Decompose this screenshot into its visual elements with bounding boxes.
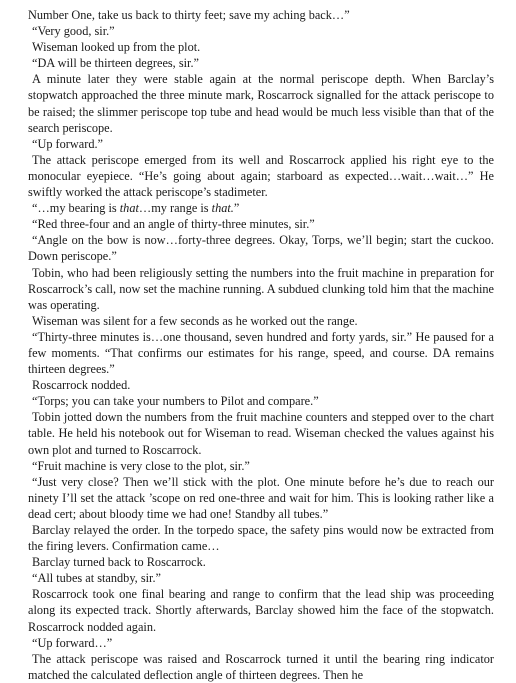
paragraph: “All tubes at standby, sir.” <box>32 571 161 586</box>
paragraph: “Very good, sir.” <box>32 24 115 39</box>
paragraph: The attack periscope was raised and Roscarrock turned it until the bearing ring indicator matched the calculated deflection angle of thirteen degrees. Then he <box>28 651 494 682</box>
paragraph: Roscarrock took one final bearing and range to confirm that the lead ship was proceeding along its expected track. Shortly afterwards, Barclay showed him the face of the stopwatch. Roscarrock nodded again. <box>28 587 494 634</box>
text-run: …my range is <box>138 201 212 216</box>
text-run: “…my bearing is <box>32 201 120 216</box>
paragraph: “Up forward…” <box>32 635 113 650</box>
paragraph: Tobin jotted down the numbers from the fruit machine counters and stepped over to the chart table. He held his notebook out for Wiseman to read. Wiseman checked the values against his own plot and turned to Roscarrock. <box>28 410 494 457</box>
emphasis-text: that <box>119 201 139 216</box>
paragraph: Number One, take us back to thirty feet; save my aching back…” <box>28 8 350 22</box>
emphasis-text: that. <box>211 201 234 216</box>
paragraph: A minute later they were stable again at the normal periscope depth. When Barclay’s stopwatch approached the three minute mark, Roscarrock signalled for the attack periscope to be raised; the slimmer periscope top tube and head would be much less visible than that of the search periscope. <box>28 72 494 135</box>
paragraph: “Angle on the bow is now…forty-three degrees. Okay, Torps, we’ll begin; start the cuckoo. Down periscope.” <box>28 233 494 264</box>
paragraph: Wiseman was silent for a few seconds as he worked out the range. <box>32 313 358 328</box>
paragraph: Barclay relayed the order. In the torpedo space, the safety pins would now be extracted from the firing levers. Confirmation came… <box>28 523 494 554</box>
paragraph: “Thirty-three minutes is…one thousand, seven hundred and forty yards, sir.” He paused for a few moments. “That confirms our estimates for his range, speed, and course. DA remains thirteen degrees.” <box>28 329 494 377</box>
text-run: ” <box>233 201 240 216</box>
paragraph: “DA will be thirteen degrees, sir.” <box>32 56 199 71</box>
paragraph: “Torps; you can take your numbers to Pilot and compare.” <box>32 394 319 409</box>
paragraph: “Fruit machine is very close to the plot, sir.” <box>32 458 250 473</box>
paragraph: “Red three-four and an angle of thirty-three minutes, sir.” <box>32 217 315 232</box>
paragraph: Roscarrock nodded. <box>32 378 131 393</box>
paragraph-with-emphasis <box>28 200 494 216</box>
paragraph: Barclay turned back to Roscarrock. <box>32 555 206 570</box>
paragraph: “Just very close? Then we’ll stick with the plot. One minute before he’s due to reach our ninety I’ll set the attack ’scope on red one-three and wait for him. This is looking rather like a dead cert; about bloody time we had one! Standby all tubes.” <box>28 474 494 521</box>
paragraph: The attack periscope emerged from its well and Roscarrock applied his right eye to the monocular eyepiece. “He’s going about again; starboard as expected…wait…wait…” He swiftly worked the attack periscope’s stadimeter. <box>28 152 494 200</box>
paragraph: Tobin, who had been religiously setting the numbers into the fruit machine in preparation for Roscarrock’s call, now set the machine running. A subdued clunking told him that the machine was operating. <box>28 265 494 312</box>
paragraph: “Up forward.” <box>32 136 104 151</box>
paragraph: Wiseman looked up from the plot. <box>32 40 201 55</box>
